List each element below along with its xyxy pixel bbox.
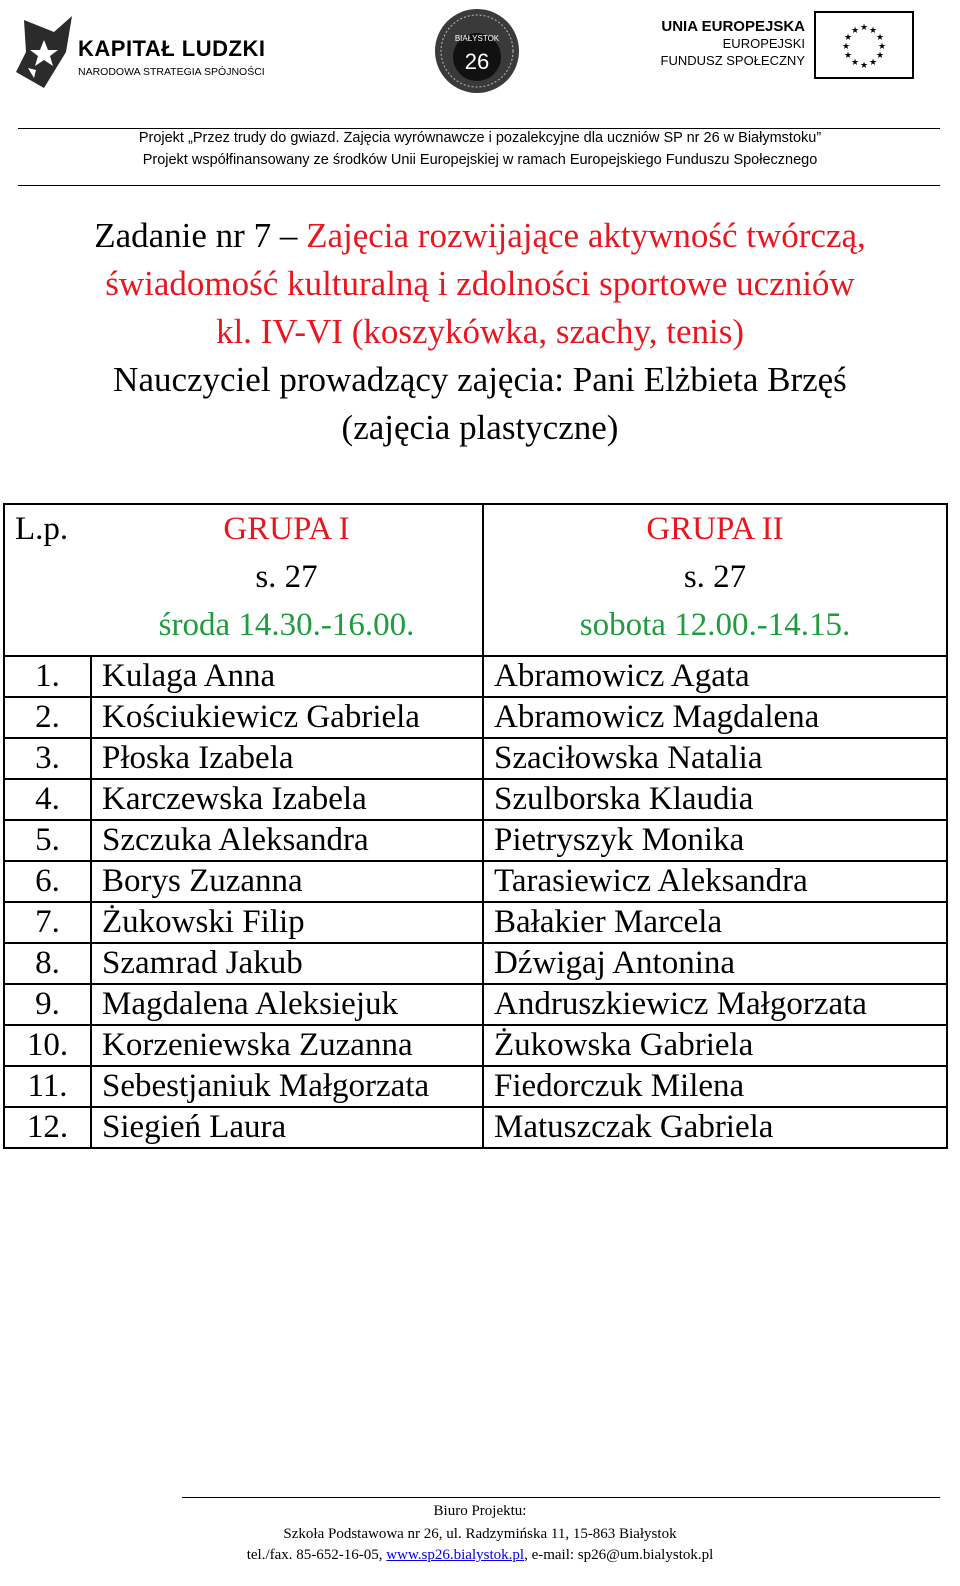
table-row [4,738,947,779]
group-2-room: s. 27 [683,559,747,595]
header-divider-top [18,128,940,129]
group-1-student: Kulaga Anna [91,656,483,697]
eu-line-3: FUNDUSZ SPOŁECZNY [660,53,805,68]
row-number: 9. [4,984,91,1025]
table-row [4,902,947,943]
table-row [4,779,947,820]
row-number: 5. [4,820,91,861]
group-1-student: Korzeniewska Zuzanna [91,1025,483,1066]
table-row [4,697,947,738]
footer-contact-prefix: tel./fax. 85-652-16-05, [246,1547,387,1563]
group-1-student: Szczuka Aleksandra [91,820,483,861]
table-row [4,1066,947,1107]
eu-fund-label [640,18,805,69]
group-2-student: Tarasiewicz Aleksandra [483,861,947,902]
svg-text:★: ★ [875,50,885,60]
row-number: 7. [4,902,91,943]
seal-number: 26 [464,49,490,74]
project-line-1: Projekt „Przez trudy do gwiazd. Zajęcia wyrównawcze i pozalekcyjne dla uczniów SP nr 26 w Białymstoku” [138,130,822,146]
group-1-student: Kościukiewicz Gabriela [91,697,483,738]
svg-text:★: ★ [850,57,860,67]
footer-divider [182,1497,940,1498]
svg-text:★: ★ [859,60,869,70]
school-seal-icon [433,7,521,95]
group-2-student: Dźwigaj Antonina [483,943,947,984]
table-row [4,984,947,1025]
svg-text:★: ★ [868,25,878,35]
teacher-line: Nauczyciel prowadzący zajęcia: Pani Elżbieta Brzęś [113,360,847,399]
svg-text:★: ★ [877,41,887,51]
group-2-student: Andruszkiewicz Małgorzata [483,984,947,1025]
group-1-student: Magdalena Aleksiejuk [91,984,483,1025]
svg-text:★: ★ [843,32,853,42]
svg-text:★: ★ [843,50,853,60]
seal-city: BIAŁYSTOK [454,34,500,43]
eu-flag-icon [814,11,914,79]
group-2-student: Fiedorczuk Milena [483,1066,947,1107]
row-number: 4. [4,779,91,820]
table-row [4,861,947,902]
website-link[interactable]: www.sp26.bialystok.pl [386,1547,525,1563]
kapital-ludzki-logo [14,12,266,92]
row-number: 3. [4,738,91,779]
project-line-2: Projekt współfinansowany ze środków Unii Europejskiej w ramach Europejskiego Funduszu Społecznego [142,152,818,168]
row-number: 1. [4,656,91,697]
group-1-student: Szamrad Jakub [91,943,483,984]
group-2-header [483,504,947,656]
footer-address: Szkoła Podstawowa nr 26, ul. Radzymińska 11, 15-863 Białystok [283,1526,677,1542]
group-2-student: Szaciłowska Natalia [483,738,947,779]
row-number: 12. [4,1107,91,1148]
row-number: 11. [4,1066,91,1107]
title-line-1 [0,212,960,260]
group-roster-table [3,503,948,1149]
group-2-student: Żukowska Gabriela [483,1025,947,1066]
footer-contact [0,1547,960,1564]
title-line-2: świadomość kulturalną i zdolności sportowe uczniów [105,264,855,303]
group-2-time: sobota 12.00.-14.15. [579,607,851,643]
table-header-row [4,504,947,656]
subject-line: (zajęcia plastyczne) [341,408,619,447]
group-1-name: GRUPA I [223,511,350,547]
group-1-student: Borys Zuzanna [91,861,483,902]
group-2-student: Matuszczak Gabriela [483,1107,947,1148]
eu-line-1: UNIA EUROPEJSKA [661,18,805,35]
title-red-part-1: Zajęcia rozwijające aktywność twórczą, [306,216,866,255]
svg-text:★: ★ [841,41,851,51]
group-1-student: Sebestjaniuk Małgorzata [91,1066,483,1107]
group-1-room: s. 27 [255,559,318,595]
lp-header: L.p. [4,504,91,656]
table-row [4,820,947,861]
svg-text:★: ★ [868,57,878,67]
group-1-student: Karczewska Izabela [91,779,483,820]
group-1-student: Żukowski Filip [91,902,483,943]
title-line-3: kl. IV-VI (koszykówka, szachy, tenis) [215,312,745,351]
group-2-student: Pietryszyk Monika [483,820,947,861]
group-2-name: GRUPA II [646,511,784,547]
eu-line-2: EUROPEJSKI [722,36,805,51]
group-2-student: Szulborska Klaudia [483,779,947,820]
row-number: 6. [4,861,91,902]
footer-contact-suffix: , e-mail: sp26@um.bialystok.pl [524,1547,714,1563]
page-title [0,212,960,452]
row-number: 10. [4,1025,91,1066]
group-1-student: Siegień Laura [91,1107,483,1148]
kapital-ludzki-title: KAPITAŁ LUDZKI [78,36,266,61]
table-row [4,1107,947,1148]
group-1-student: Płoska Izabela [91,738,483,779]
title-prefix: Zadanie nr 7 – [94,216,307,255]
table-row [4,1025,947,1066]
kapital-ludzki-subtitle: NARODOWA STRATEGIA SPÓJNOŚCI [78,66,265,78]
group-1-header [91,504,483,656]
table-row [4,656,947,697]
svg-text:★: ★ [875,32,885,42]
svg-text:★: ★ [859,22,869,32]
group-2-student: Abramowicz Agata [483,656,947,697]
svg-text:★: ★ [850,25,860,35]
group-1-time: środa 14.30.-16.00. [158,607,415,643]
group-2-student: Bałakier Marcela [483,902,947,943]
kapital-ludzki-star-icon [14,12,76,90]
footer-office: Biuro Projektu: [433,1503,527,1519]
header-divider-bottom [18,185,940,186]
table-row [4,943,947,984]
group-2-student: Abramowicz Magdalena [483,697,947,738]
row-number: 8. [4,943,91,984]
logo-header [0,0,960,110]
row-number: 2. [4,697,91,738]
